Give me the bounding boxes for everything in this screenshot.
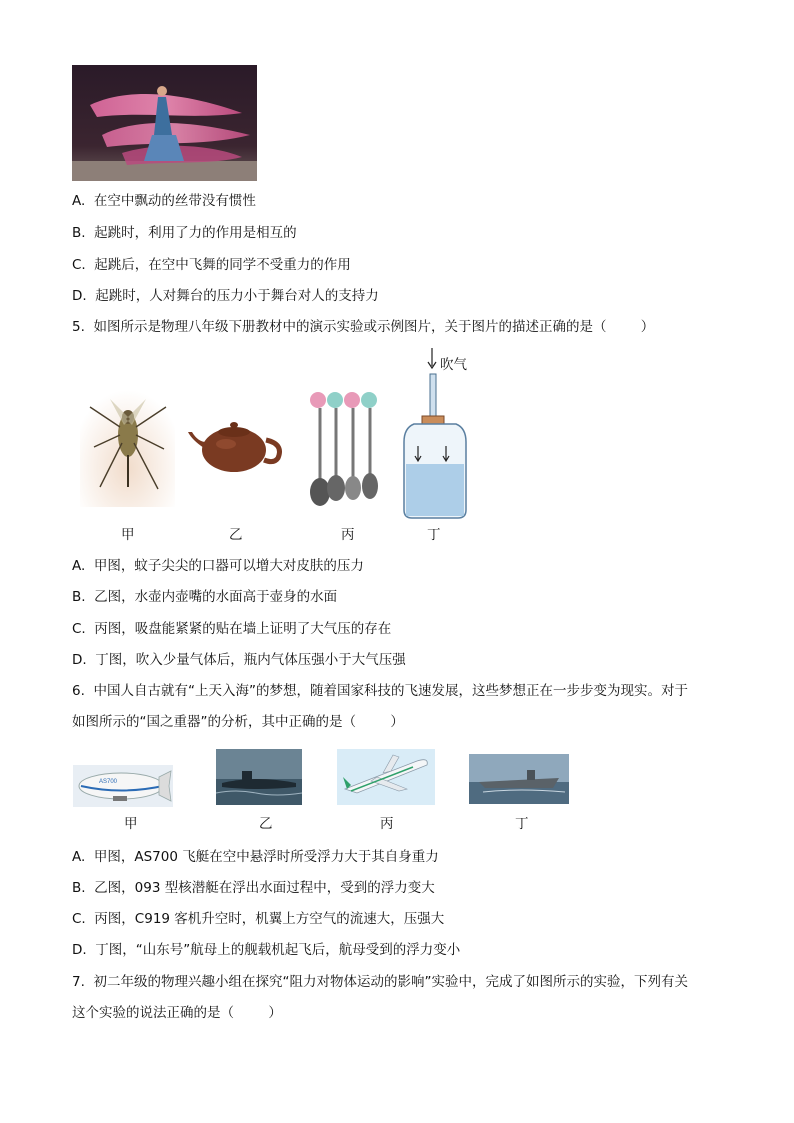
- q6-option-d: D. 丁图，“山东号”航母上的舰载机起飞后，航母受到的浮力变小: [72, 942, 461, 958]
- q7-stem-line-2: 这个实验的说法正确的是（ ）: [72, 1005, 282, 1021]
- q6-caption-jia: 甲: [124, 816, 138, 832]
- suction-cup-hooks-picture: [306, 388, 382, 514]
- q6-caption-bing: 丙: [380, 816, 394, 832]
- q5-option-c: C. 丙图，吸盘能紧紧的贴在墙上证明了大气压的存在: [72, 621, 392, 637]
- q6-stem-line-1: 6. 中国人自古就有“上天入海”的梦想，随着国家科技的飞速发展，这些梦想正在一步步变为现实。对于: [72, 683, 688, 699]
- q5-option-a: A. 甲图，蚊子尖尖的口器可以增大对皮肤的压力: [72, 558, 364, 574]
- q6-option-b: B. 乙图，093 型核潜艇在浮出水面过程中，受到的浮力变大: [72, 880, 435, 896]
- mosquito-picture: [80, 377, 175, 507]
- q6-option-a: A. 甲图，AS700 飞艇在空中悬浮时所受浮力大于其自身重力: [72, 849, 439, 865]
- q6-caption-ding: 丁: [515, 816, 529, 832]
- q5-option-b: B. 乙图，水壶内壶嘴的水面高于壶身的水面: [72, 589, 338, 605]
- teapot-picture: [186, 410, 286, 476]
- q6-option-c: C. 丙图，C919 客机升空时，机翼上方空气的流速大，压强大: [72, 911, 445, 927]
- q6-caption-yi: 乙: [259, 816, 273, 832]
- q5-stem: 5. 如图所示是物理八年级下册教材中的演示实验或示例图片，关于图片的描述正确的是（ ）: [72, 319, 655, 335]
- airship-picture: [73, 765, 173, 807]
- q5-option-d: D. 丁图，吹入少量气体后，瓶内气体压强小于大气压强: [72, 652, 406, 668]
- q5-caption-ding: 丁: [427, 527, 441, 543]
- q4-option-b: B. 起跳时，利用了力的作用是相互的: [72, 225, 297, 241]
- aircraft-carrier-picture: [469, 754, 569, 804]
- blow-label: 吹气: [440, 357, 467, 373]
- q4-option-d: D. 起跳时，人对舞台的压力小于舞台对人的支持力: [72, 288, 379, 304]
- q6-stem-line-2: 如图所示的“国之重器”的分析，其中正确的是（ ）: [72, 714, 404, 730]
- dancer-photo: [72, 65, 257, 181]
- airship-marking: AS700: [99, 779, 118, 785]
- q5-caption-bing: 丙: [341, 527, 355, 543]
- airliner-picture: [337, 749, 435, 805]
- q5-caption-yi: 乙: [229, 527, 243, 543]
- q4-option-c: C. 起跳后，在空中飞舞的同学不受重力的作用: [72, 257, 351, 273]
- q5-caption-jia: 甲: [121, 527, 135, 543]
- submarine-picture: [216, 749, 302, 805]
- q7-stem-line-1: 7. 初二年级的物理兴趣小组在探究“阻力对物体运动的影响”实验中，完成了如图所示的实验，下列有关: [72, 974, 688, 990]
- q4-option-a: A. 在空中飘动的丝带没有惯性: [72, 193, 256, 209]
